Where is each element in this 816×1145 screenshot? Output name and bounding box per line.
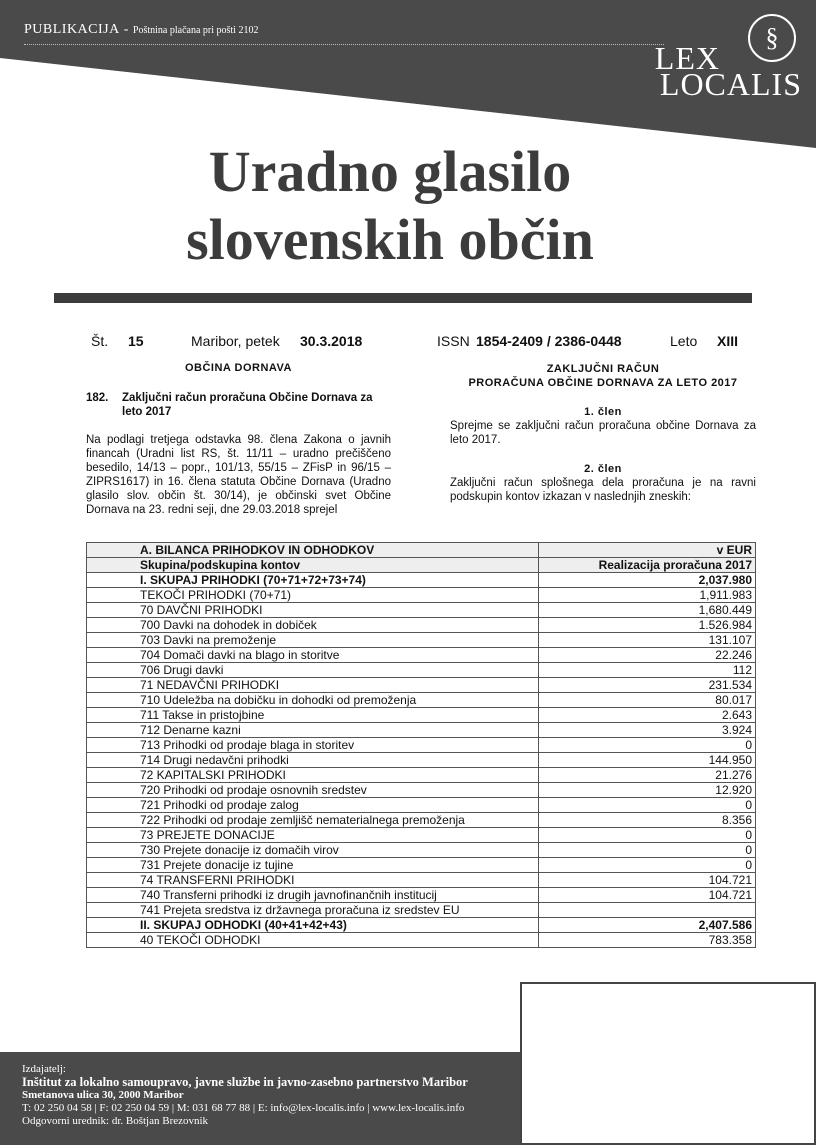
issn-label: ISSN xyxy=(437,333,470,349)
table-row xyxy=(87,798,756,813)
table-row xyxy=(87,633,756,648)
row-value: 104.721 xyxy=(539,873,756,888)
publication-separator: - xyxy=(123,22,129,37)
publication-label: PUBLIKACIJA xyxy=(24,22,120,37)
editor-in-chief: Odgovorni urednik: dr. Boštjan Brezovnik xyxy=(22,1115,209,1127)
row-value: 0 xyxy=(539,858,756,873)
row-label: 72 KAPITALSKI PRIHODKI xyxy=(87,768,539,783)
row-label: 70 DAVČNI PRIHODKI xyxy=(87,603,539,618)
title-line-2: slovenskih občin xyxy=(186,207,594,272)
table-row xyxy=(87,738,756,753)
table-row xyxy=(87,723,756,738)
row-label: 40 TEKOČI ODHODKI xyxy=(87,933,539,948)
row-value: 0 xyxy=(539,828,756,843)
table-row xyxy=(87,828,756,843)
article-1-title: 1. člen xyxy=(584,406,622,418)
row-label: 703 Davki na premoženje xyxy=(87,633,539,648)
row-label: 710 Udeležba na dobičku in dohodki od premoženja xyxy=(87,693,539,708)
row-label: 712 Denarne kazni xyxy=(87,723,539,738)
row-value: 3.924 xyxy=(539,723,756,738)
table-header-row xyxy=(87,558,756,573)
row-value: 22.246 xyxy=(539,648,756,663)
logo-lex: LEX xyxy=(654,40,720,76)
table-row xyxy=(87,933,756,948)
col-header-realization: Realizacija proračuna 2017 xyxy=(539,558,756,573)
row-label: 74 TRANSFERNI PRIHODKI xyxy=(87,873,539,888)
row-label: 711 Takse in pristojbine xyxy=(87,708,539,723)
table-row xyxy=(87,783,756,798)
table-currency: v EUR xyxy=(539,543,756,558)
row-value: 21.276 xyxy=(539,768,756,783)
row-value: 112 xyxy=(539,663,756,678)
title-line-1: Uradno glasilo xyxy=(208,139,572,204)
table-row xyxy=(87,603,756,618)
row-value: 0 xyxy=(539,843,756,858)
row-value: 80.017 xyxy=(539,693,756,708)
item-title: Zaključni račun proračuna Občine Dornava za leto 2017 xyxy=(122,392,373,418)
year-label: Leto xyxy=(670,333,698,349)
publisher-contacts: T: 02 250 04 58 | F: 02 250 04 59 | M: 031 68 77 88 | E: info@lex-localis.info | www.lex-localis.info xyxy=(22,1102,465,1114)
table-row xyxy=(87,693,756,708)
publication-title xyxy=(0,138,780,274)
row-value: 2.643 xyxy=(539,708,756,723)
row-value: 144.950 xyxy=(539,753,756,768)
footer-text xyxy=(22,1063,468,1128)
table-title: A. BILANCA PRIHODKOV IN ODHODKOV xyxy=(87,543,539,558)
issn-number: 1854-2409 / 2386-0448 xyxy=(476,333,622,349)
table-row xyxy=(87,573,756,588)
row-value: 1,911.983 xyxy=(539,588,756,603)
row-value: 8.356 xyxy=(539,813,756,828)
header-dotted-rule xyxy=(24,44,664,45)
table-row xyxy=(87,588,756,603)
article-2-title: 2. člen xyxy=(584,463,622,475)
row-label: 720 Prihodki od prodaje osnovnih sredstev xyxy=(87,783,539,798)
decision-heading-1: ZAKLJUČNI RAČUN xyxy=(546,363,660,375)
row-value: 2,407.586 xyxy=(539,918,756,933)
municipality-heading: OBČINA DORNAVA xyxy=(184,362,292,374)
publisher-label: Izdajatelj: xyxy=(22,1063,66,1075)
decision-heading-2: PRORAČUNA OBČINE DORNAVA ZA LETO 2017 xyxy=(468,377,738,389)
row-value: 0 xyxy=(539,798,756,813)
table-row xyxy=(87,708,756,723)
publisher-name: Inštitut za lokalno samoupravo, javne službe in javno-zasebno partnerstvo Maribor xyxy=(22,1075,468,1089)
row-label: 740 Transferni prihodki iz drugih javnofinančnih institucij xyxy=(87,888,539,903)
table-row xyxy=(87,918,756,933)
logo-localis: LOCALIS xyxy=(659,66,802,102)
table-row xyxy=(87,903,756,918)
article-2-text: Zaključni račun splošnega dela proračuna je na ravni podskupin kontov izkazan v naslednjih zneskih: xyxy=(450,477,756,503)
publication-line xyxy=(24,22,258,38)
section-sign-logo-icon: § xyxy=(748,14,796,62)
table-row xyxy=(87,768,756,783)
issue-number: 15 xyxy=(128,333,144,349)
row-value: 0 xyxy=(539,738,756,753)
intro-paragraph: Na podlagi tretjega odstavka 98. člena Zakona o javnih financah (Uradni list RS, št. 11/11 – uradno prečiščeno besedilo, 14/13 – popr., 101/13, 55/15 – ZFisP in 96/15 – ZIPRS1617) in 16. člena statuta Občine Dornava (Uradno glasilo slov. občin št. 30/14), je občinski svet Občine Dornava na 23. redni seji, dne 29.03.2018 sprejel xyxy=(86,434,391,516)
row-label: 722 Prihodki od prodaje zemljišč nematerialnega premoženja xyxy=(87,813,539,828)
table-row xyxy=(87,648,756,663)
table-row xyxy=(87,888,756,903)
row-label: 714 Drugi nedavčni prihodki xyxy=(87,753,539,768)
row-label: 730 Prejete donacije iz domačih virov xyxy=(87,843,539,858)
table-row xyxy=(87,873,756,888)
row-label: 741 Prejeta sredstva iz državnega proračuna iz sredstev EU xyxy=(87,903,539,918)
row-label: II. SKUPAJ ODHODKI (40+41+42+43) xyxy=(87,918,539,933)
row-label: I. SKUPAJ PRIHODKI (70+71+72+73+74) xyxy=(87,573,539,588)
row-label: 71 NEDAVČNI PRIHODKI xyxy=(87,678,539,693)
row-value: 783.358 xyxy=(539,933,756,948)
year-value: XIII xyxy=(717,333,739,349)
table-row xyxy=(87,753,756,768)
table-row xyxy=(87,843,756,858)
row-label: 73 PREJETE DONACIJE xyxy=(87,828,539,843)
col-header-account-group: Skupina/podskupina kontov xyxy=(87,558,539,573)
row-value: 1.526.984 xyxy=(539,618,756,633)
table-row xyxy=(87,858,756,873)
issue-place-day: Maribor, petek xyxy=(191,333,280,349)
row-value: 104.721 xyxy=(539,888,756,903)
row-value: 1,680.449 xyxy=(539,603,756,618)
publisher-address: Smetanova ulica 30, 2000 Maribor xyxy=(22,1089,184,1101)
article-1-text: Sprejme se zaključni račun proračuna občine Dornava za leto 2017. xyxy=(450,420,756,446)
table-row xyxy=(87,813,756,828)
right-column xyxy=(450,362,756,504)
item-number: 182. xyxy=(86,392,109,404)
row-value: 12.920 xyxy=(539,783,756,798)
table-row xyxy=(87,663,756,678)
row-label: 700 Davki na dohodek in dobiček xyxy=(87,618,539,633)
row-label: 721 Prihodki od prodaje zalog xyxy=(87,798,539,813)
table-row xyxy=(87,618,756,633)
blank-box xyxy=(520,982,816,1145)
table-title-row xyxy=(87,543,756,558)
row-label: 706 Drugi davki xyxy=(87,663,539,678)
balance-table xyxy=(86,542,756,948)
row-value: 2,037.980 xyxy=(539,573,756,588)
row-label: TEKOČI PRIHODKI (70+71) xyxy=(87,588,539,603)
table-row xyxy=(87,678,756,693)
issue-date: 30.3.2018 xyxy=(300,333,363,349)
row-value: 231.534 xyxy=(539,678,756,693)
title-rule xyxy=(54,293,752,303)
postage-note: Poštnina plačana pri pošti 2102 xyxy=(132,25,259,36)
row-value: 131.107 xyxy=(539,633,756,648)
row-label: 713 Prihodki od prodaje blaga in storitev xyxy=(87,738,539,753)
row-value xyxy=(539,903,756,918)
left-column xyxy=(86,361,391,517)
row-label: 704 Domači davki na blago in storitve xyxy=(87,648,539,663)
item-heading xyxy=(86,391,391,419)
issue-number-label: Št. xyxy=(91,333,109,349)
row-label: 731 Prejete donacije iz tujine xyxy=(87,858,539,873)
